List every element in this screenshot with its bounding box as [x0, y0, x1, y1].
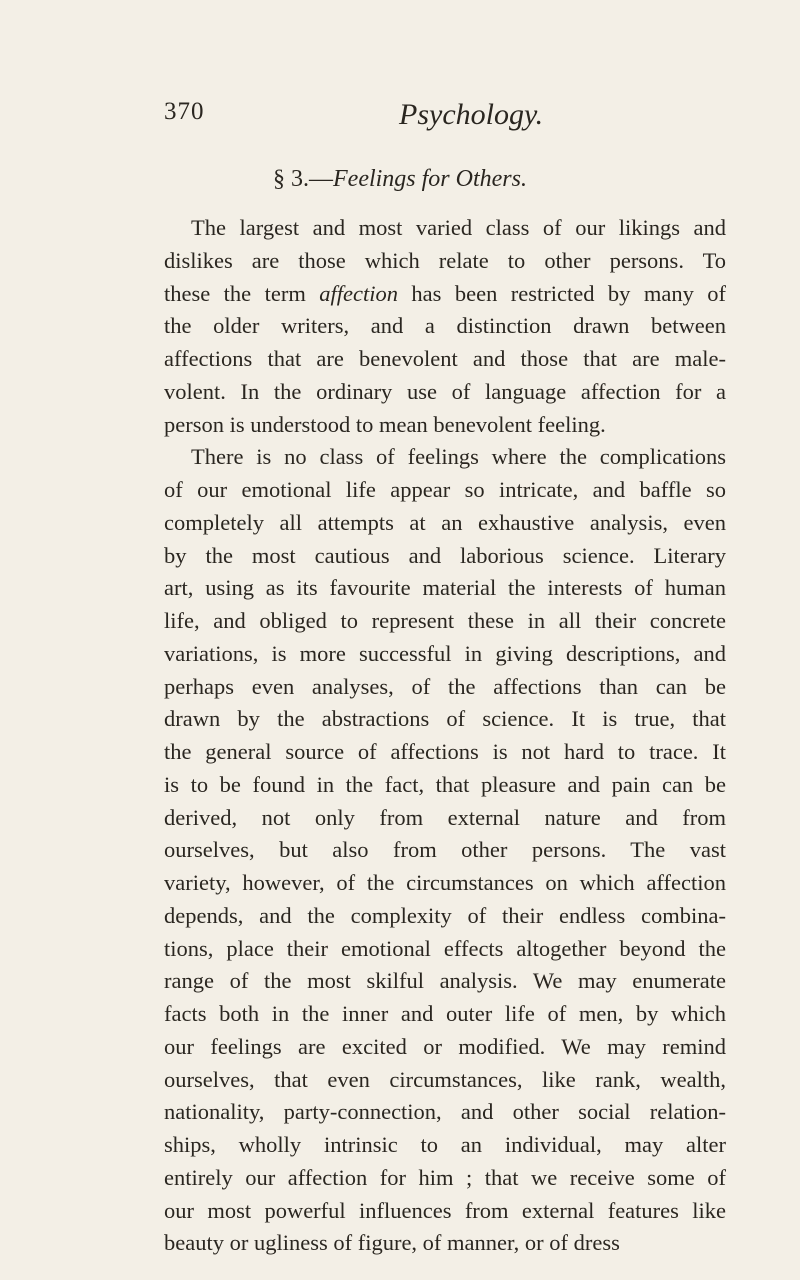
- text-line: tions, place their emotional effects altogether beyond the: [164, 935, 726, 961]
- text-line: the older writers, and a distinction drawn between: [164, 313, 726, 339]
- running-title: Psychology.: [399, 98, 544, 131]
- text-line: by the most cautious and laborious science. Literary: [164, 542, 726, 568]
- section-heading: [0, 166, 800, 193]
- text-line: variations, is more successful in giving descriptions, and: [164, 640, 726, 666]
- text-line: volent. In the ordinary use of language affection for a: [164, 378, 726, 404]
- text-line: beauty or ugliness of figure, of manner, or of dress: [164, 1230, 620, 1256]
- section-number: § 3.—: [273, 166, 333, 192]
- text-line: our most powerful influences from external features like: [164, 1197, 726, 1223]
- text-line: affections that are benevolent and those that are male-: [164, 346, 726, 371]
- text-line: perhaps even analyses, of the affections than can be: [164, 673, 726, 699]
- text-line: drawn by the abstractions of science. It is true, that: [164, 706, 726, 732]
- emphasized-term: affection: [319, 280, 398, 306]
- text-line: The largest and most varied class of our likings and: [191, 215, 726, 240]
- text-line: range of the most skilful analysis. We may enumerate: [164, 968, 726, 994]
- text-line: these the term affection has been restricted by many of: [164, 280, 726, 306]
- text-line: completely all attempts at an exhaustive analysis, even: [164, 509, 726, 535]
- text-line: the general source of affections is not hard to trace. It: [164, 739, 726, 764]
- text-line: variety, however, of the circumstances on which affection: [164, 870, 726, 895]
- page-number: 370: [164, 98, 205, 125]
- text-line: dislikes are those which relate to other persons. To: [164, 247, 726, 273]
- text-line: art, using as its favourite material the interests of human: [164, 575, 726, 601]
- text-line: of our emotional life appear so intricate, and baffle so: [164, 477, 726, 502]
- text-line: life, and obliged to represent these in all their concrete: [164, 608, 726, 633]
- text-line: ourselves, but also from other persons. The vast: [164, 837, 726, 863]
- running-head: [164, 98, 724, 138]
- text-line: ourselves, that even circumstances, like rank, wealth,: [164, 1066, 726, 1092]
- text-line: nationality, party-connection, and other social relation-: [164, 1099, 726, 1125]
- text-line: entirely our affection for him ; that we receive some of: [164, 1164, 726, 1190]
- section-title: Feelings for Others.: [333, 166, 527, 192]
- text-line: is to be found in the fact, that pleasure and pain can be: [164, 771, 726, 797]
- text-line: There is no class of feelings where the complications: [191, 444, 726, 470]
- body-text: [164, 212, 726, 1260]
- text-line: derived, not only from external nature and from: [164, 804, 726, 830]
- text-line: person is understood to mean benevolent feeling.: [164, 411, 606, 437]
- text-line: depends, and the complexity of their endless combina-: [164, 902, 726, 928]
- text-line: ships, wholly intrinsic to an individual, may alter: [164, 1132, 726, 1157]
- text-line: our feelings are excited or modified. We may remind: [164, 1033, 726, 1059]
- text-line: facts both in the inner and outer life of men, by which: [164, 1001, 726, 1026]
